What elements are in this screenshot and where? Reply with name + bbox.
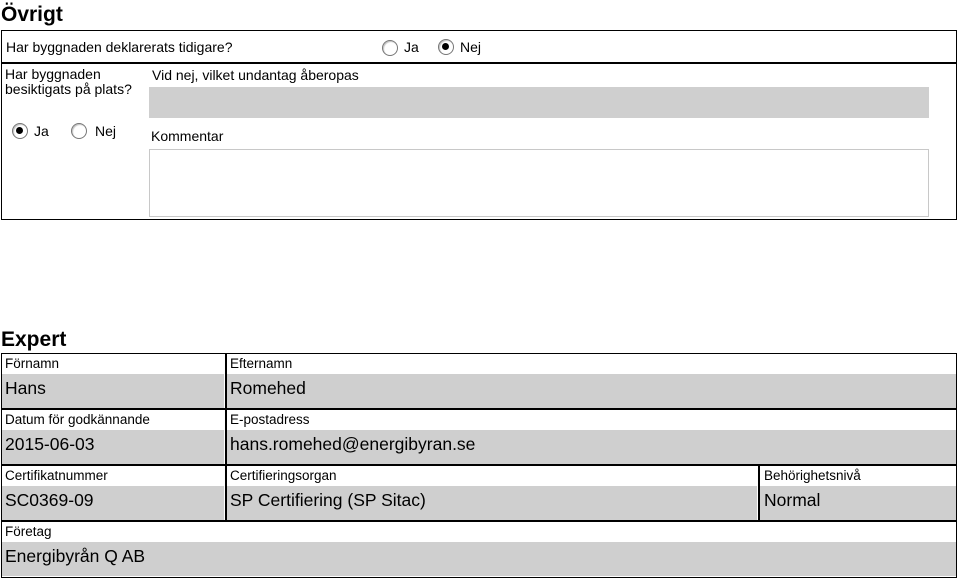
exception-field[interactable] — [149, 87, 929, 118]
cert-body-value: SP Certifiering (SP Sitac) — [230, 490, 426, 510]
level-value: Normal — [764, 490, 821, 510]
approval-date-label: Datum för godkännande — [5, 412, 150, 427]
last-name-label: Efternamn — [230, 356, 293, 371]
last-name-value: Romehed — [230, 378, 306, 398]
declared-yes-label[interactable]: Ja — [404, 39, 419, 55]
declared-no-radio[interactable] — [438, 39, 454, 55]
inspected-no-radio[interactable] — [71, 123, 87, 139]
company-field — [2, 542, 956, 576]
declared-yes-radio[interactable] — [382, 40, 398, 56]
certificate-label: Certifikatnummer — [5, 468, 108, 483]
inspected-no-label[interactable]: Nej — [95, 123, 117, 139]
declared-no-label[interactable]: Nej — [460, 39, 482, 55]
cert-body-label: Certifieringsorgan — [230, 468, 337, 483]
approval-date-value: 2015-06-03 — [5, 434, 95, 454]
company-value: Energibyrån Q AB — [5, 546, 146, 566]
expert-heading: Expert — [1, 328, 67, 351]
email-label: E-postadress — [230, 412, 310, 427]
first-name-value: Hans — [5, 378, 46, 398]
row-divider — [1, 408, 957, 410]
exception-label: Vid nej, vilket undantag åberopas — [152, 67, 359, 83]
company-label: Företag — [5, 524, 52, 539]
row-divider — [1, 464, 957, 466]
last-name-field — [227, 374, 956, 408]
first-name-label: Förnamn — [5, 356, 60, 371]
inspected-yes-radio[interactable] — [12, 123, 28, 139]
level-label: Behörighetsnivå — [764, 468, 861, 483]
comment-field[interactable] — [149, 149, 929, 217]
row-divider — [1, 520, 957, 522]
row-divider — [1, 62, 957, 64]
certificate-value: SC0369-09 — [5, 490, 94, 510]
inspected-question-line1: Har byggnaden — [5, 66, 101, 82]
declared-question: Har byggnaden deklarerats tidigare? — [6, 39, 233, 55]
ovrigt-heading: Övrigt — [1, 3, 63, 26]
inspected-question-line2: besiktigats på plats? — [5, 81, 132, 97]
inspected-yes-label[interactable]: Ja — [34, 123, 49, 139]
comment-label: Kommentar — [151, 128, 224, 144]
email-value: hans.romehed@energibyran.se — [230, 434, 476, 454]
